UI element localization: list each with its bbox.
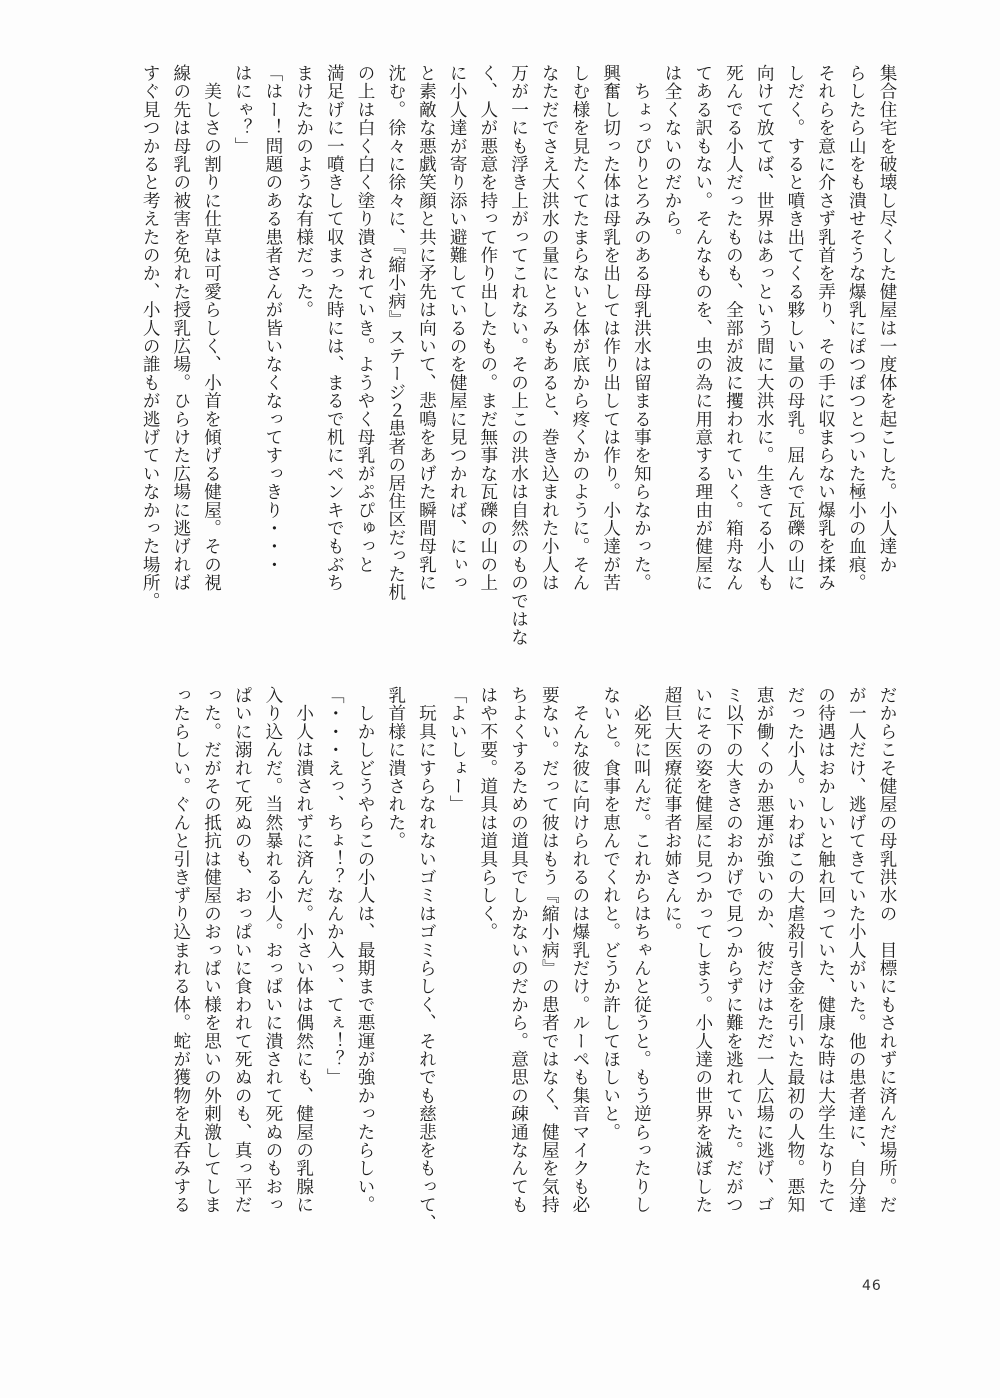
dialogue-line: 「・・・えっ、ちょ！？なんか入っ、てぇ！？」 bbox=[324, 686, 345, 1087]
page-number: 46 bbox=[862, 1278, 882, 1294]
paragraph: 必死に叫んだ。これからはちゃんと従うと。もう逆らったりし ないと。食事を恵んでくれと。どうか許してほしいと。 bbox=[600, 686, 652, 1214]
paragraph: そんな彼に向けられるのは爆乳だけ。ルーペも集音マイクも必 要ない。だって彼はもう『縮小病』の患者ではなく、健屋を気持 ちよくするための道具でしかないのだから。意思の疎通なんても はや不要。道具は道具らしく。 bbox=[477, 686, 590, 1214]
paragraph: ちょっぴりとろみのある母乳洪水は留まる事を知らなかった。 興奮し切った体は母乳を出しては作り出しては作り。小人達が苦 しむ様を見たくてたまらないと体が底から疼くかのように。そん なただでさえ大洪水の量にとろみもあると、巻き込まれた小人は 万が一にも浮き上がってこれない。その上この洪水は自然のものではな く、人が悪意を持って作り出したもの。まだ無事な瓦礫の山の上 に小人達が寄り添い避難しているのを健屋に見つかれば、にぃっ と素敵な悪戯笑顔と共に矛先は向いて、悲鳴をあげた瞬間母乳に 沈む。徐々に徐々に、『縮小病』ステージ２患者の居住区だった机 の上は白く白く塗り潰されていき。ようやく母乳がぷぴゅっと 満足げに一噴きして収まった時には、まるで机にペンキでもぶち まけたかのような有様だった。 bbox=[293, 64, 652, 647]
dialogue-line: 「よいしょー」 bbox=[447, 686, 468, 814]
dialogue-line: 「はー！問題のある患者さんが皆いなくなってすっきり・・・ はにゃ？」 bbox=[232, 64, 283, 574]
paragraph: 集合住宅を破壊し尽くした健屋は一度体を起こした。小人達か らしたら山をも潰せそうな爆乳にぽつぽつとついた極小の血痕。 それらを意に介さず乳首を弄り、その手に収まらない爆乳を揉み しだく。すると噴き出てくる夥しい量の母乳。屈んで瓦礫の山に 向けて放てば、世界はあっという間に大洪水に。生きてる小人も 死んでる小人だったものも、全部が波に攫われていく。箱舟なん てある訳もない。そんなものを、虫の為に用意する理由が健屋に は全くないのだから。 bbox=[662, 64, 897, 592]
paragraph: 美しさの割りに仕草は可愛らしく、小首を傾げる健屋。その視 線の先は母乳の被害を免れた授乳広場。ひらけた広場に逃げれば すぐ見つかると考えたのか、小人の誰もが逃げていなかった場所。 bbox=[140, 64, 222, 610]
upper-text-block bbox=[128, 64, 902, 664]
paragraph: 玩具にすらなれないゴミはゴミらしく、それでも慈悲をもって、 乳首様に潰された。 しかしどうやらこの小人は、最期まで悪運が強かったらしい。 bbox=[355, 686, 437, 1232]
upper-vertical-text bbox=[128, 64, 902, 664]
lower-vertical-text bbox=[128, 686, 902, 1286]
lower-text-block bbox=[128, 686, 902, 1286]
paragraph: 小人は潰されずに済んだ。小さい体は偶然にも、健屋の乳腺に 入り込んだ。当然暴れる小人。おっぱいに潰されて死ぬのもおっ ぱいに溺れて死ぬのも、おっぱいに食われて死ぬのも、真っ平だ った。だがその抵抗は健屋のおっぱい様を思いの外刺激してしま ったらしい。ぐんと引きずり込まれる体。蛇が獲物を丸呑みする bbox=[170, 686, 314, 1214]
paragraph: だからこそ健屋の母乳洪水の 目標にもされずに済んだ場所。だ が一人だけ、逃げてきていた小人がいた。他の患者達に、自分達 の待遇はおかしいと触れ回っていた、健康な時は大学生なりたて だった小人。いわばこの大虐殺引き金を引いた最初の人物。悪知 恵が働くのか悪運が強いのか、彼だけはただ一人広場に逃げ、ゴ ミ以下の大きさのおかげで見つからずに難を逃れていた。だがつ いにその姿を健屋に見つかってしまう。小人達の世界を滅ぼした 超巨大医療従事者お姉さんに。 bbox=[662, 686, 897, 1214]
